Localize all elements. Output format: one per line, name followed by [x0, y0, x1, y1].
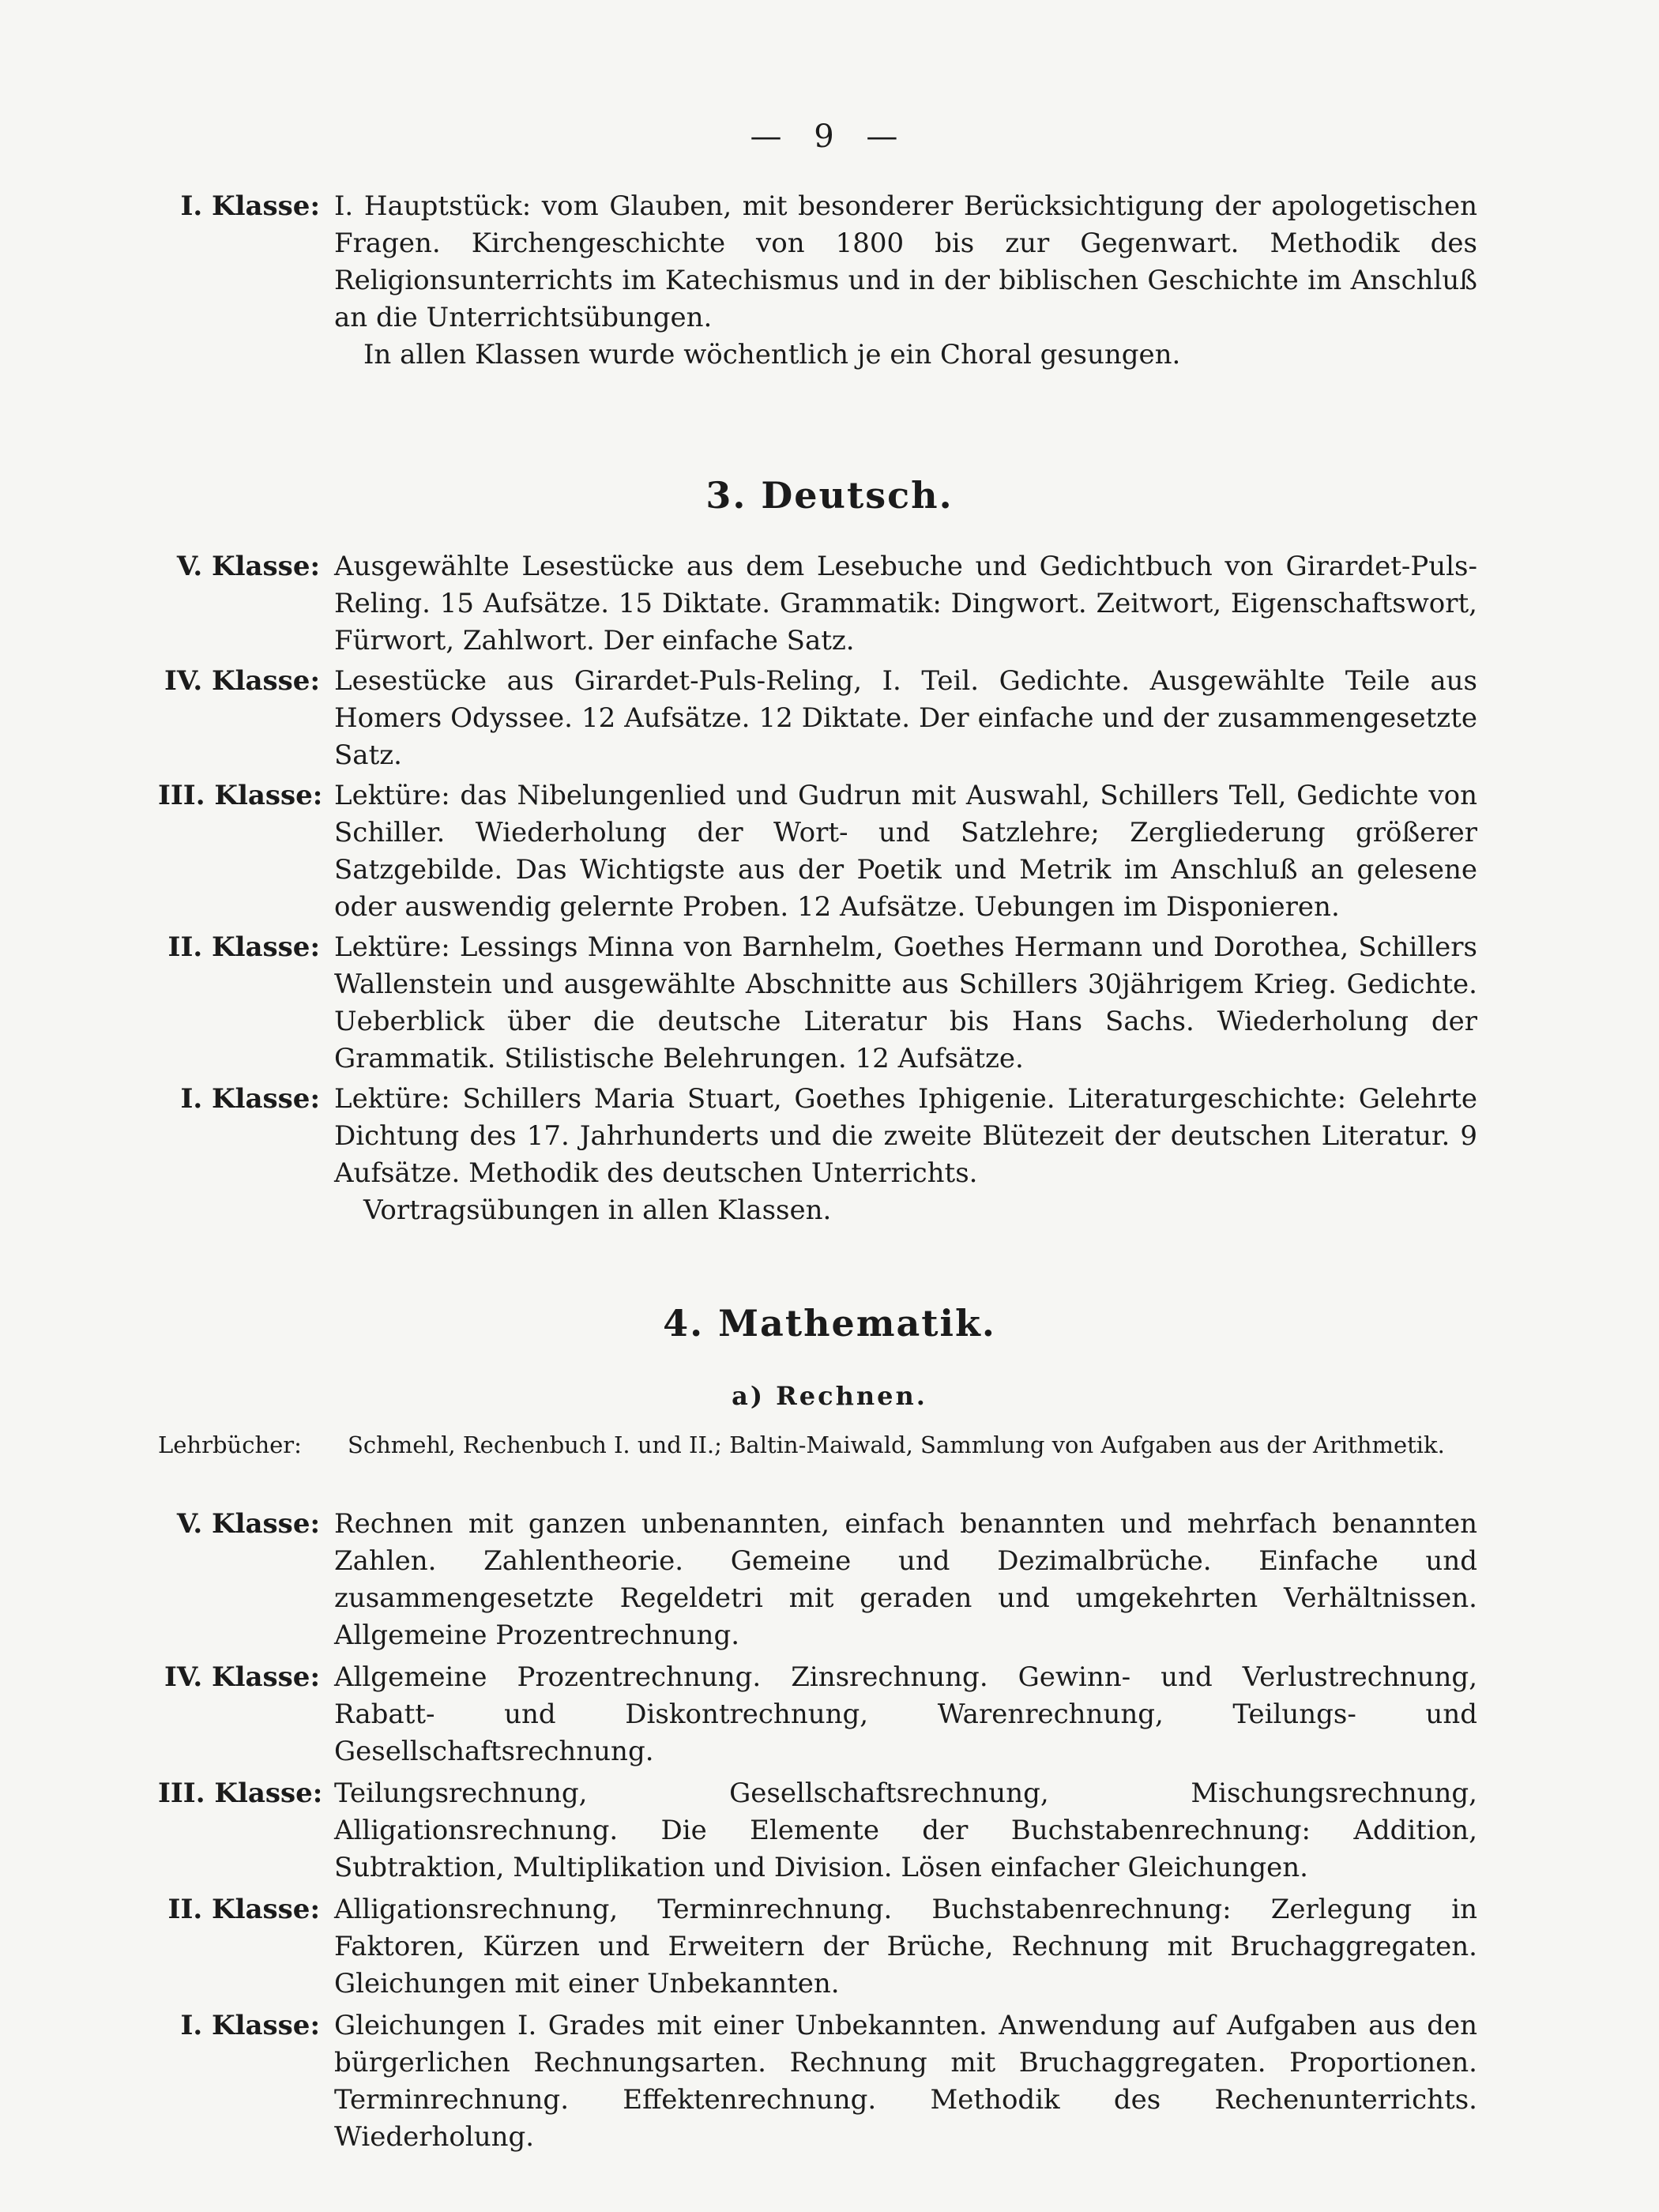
- textbooks-label: Lehrbücher:: [158, 1431, 302, 1458]
- class-curriculum: Lesestücke aus Girardet-Puls-Reling, I. Teil. Gedichte. Ausgewählte Teile aus Homers Odyssee. 12 Aufsätze. 12 Diktate. Der einfache und der zusammengesetzte Satz.: [334, 665, 1477, 771]
- religion-entry-klasse-1: [158, 188, 1477, 337]
- class-label: I. Klasse:: [180, 190, 320, 222]
- class-label: I. Klasse:: [180, 2010, 320, 2041]
- class-curriculum: I. Hauptstück: vom Glauben, mit besonderer Berücksichtigung der apologetischen Fragen. Kirchengeschichte von 1800 bis zur Gegenwart. Methodik des Religionsunterrichts im Katechismus und in der biblischen Geschichte im Anschluß an die Unterrichtsübungen.: [334, 190, 1477, 333]
- deutsch-entry-klasse-3: [158, 777, 1477, 926]
- class-label: V. Klasse:: [176, 1508, 320, 1540]
- class-curriculum: Ausgewählte Lesestücke aus dem Lesebuche und Gedichtbuch von Girardet-Puls-Reling. 15 Aufsätze. 15 Diktate. Grammatik: Dingwort. Zeitwort, Eigenschaftswort, Fürwort, Zahlwort. Der einfache Satz.: [334, 551, 1477, 656]
- section-heading-deutsch: 3. Deutsch.: [705, 474, 954, 517]
- deutsch-note: Vortragsübungen in allen Klassen.: [363, 1194, 832, 1226]
- mathe-entry-klasse-1: [158, 2007, 1477, 2156]
- class-label: V. Klasse:: [176, 551, 320, 582]
- class-curriculum: Lektüre: Lessings Minna von Barnhelm, Goethes Hermann und Dorothea, Schillers Wallenstein und ausgewählte Abschnitte aus Schillers 30jährigem Krieg. Gedichte. Ueberblick über die deutsche Literatur bis Hans Sachs. Wiederholung der Grammatik. Stilistische Belehrungen. 12 Aufsätze.: [334, 931, 1477, 1074]
- class-curriculum: Teilungsrechnung, Gesellschaftsrechnung, Mischungsrechnung, Alligationsrechnung. Die Elemente der Buchstabenrechnung: Addition, Subtraktion, Multiplikation und Division. Lösen einfacher Gleichungen.: [334, 1778, 1477, 1883]
- mathe-entry-klasse-2: [158, 1891, 1477, 2003]
- class-label: III. Klasse:: [158, 1778, 323, 1809]
- religion-note: In allen Klassen wurde wöchentlich je ein Choral gesungen.: [363, 339, 1181, 371]
- class-label: III. Klasse:: [158, 780, 323, 811]
- class-label: II. Klasse:: [167, 931, 320, 963]
- subheading-rechnen: a) Rechnen.: [732, 1381, 927, 1411]
- religion-section: [158, 188, 1477, 374]
- deutsch-entry-klasse-4: [158, 663, 1477, 774]
- class-curriculum: Lektüre: das Nibelungenlied und Gudrun mit Auswahl, Schillers Tell, Gedichte von Schiller. Wiederholung der Wort- und Satzlehre; Zergliederung größerer Satzgebilde. Das Wichtigste aus der Poetik und Metrik im Anschluß an gelesene oder auswendig gelernte Proben. 12 Aufsätze. Uebungen im Disponieren.: [334, 780, 1477, 923]
- mathematik-section: [158, 1506, 1477, 2156]
- deutsch-entry-klasse-2: [158, 929, 1477, 1078]
- section-heading-mathematik: 4. Mathematik.: [663, 1302, 996, 1345]
- class-label: IV. Klasse:: [164, 1661, 320, 1693]
- deutsch-entry-klasse-1: [158, 1081, 1477, 1192]
- class-curriculum: Lektüre: Schillers Maria Stuart, Goethes Iphigenie. Literaturgeschichte: Gelehrte Dichtung des 17. Jahrhunderts und die zweite Blütezeit der deutschen Literatur. 9 Aufsätze. Methodik des deutschen Unterrichts.: [334, 1083, 1477, 1189]
- class-label: II. Klasse:: [167, 1894, 320, 1925]
- class-curriculum: Allgemeine Prozentrechnung. Zinsrechnung. Gewinn- und Verlustrechnung, Rabatt- und Diskontrechnung, Warenrechnung, Teilungs- und Gesellschaftsrechnung.: [334, 1661, 1477, 1767]
- mathe-entry-klasse-4: [158, 1659, 1477, 1770]
- class-curriculum: Alligationsrechnung, Terminrechnung. Buchstabenrechnung: Zerlegung in Faktoren, Kürzen und Erweitern der Brüche, Rechnung mit Bruchaggregaten. Gleichungen mit einer Unbekannten.: [334, 1894, 1477, 1999]
- textbooks-list: Schmehl, Rechenbuch I. und II.; Baltin-Maiwald, Sammlung von Aufgaben aus der Arithmetik.: [348, 1431, 1445, 1458]
- mathe-entry-klasse-3: [158, 1775, 1477, 1887]
- page-number: — 9 —: [750, 118, 909, 155]
- textbooks: [158, 1430, 1477, 1460]
- mathe-entry-klasse-5: [158, 1506, 1477, 1654]
- class-label: I. Klasse:: [180, 1083, 320, 1115]
- deutsch-entry-klasse-5: [158, 548, 1477, 660]
- class-curriculum: Rechnen mit ganzen unbenannten, einfach benannten und mehrfach benannten Zahlen. Zahlentheorie. Gemeine und Dezimalbrüche. Einfache und zusammengesetzte Regeldetri mit geraden und umgekehrten Verhältnissen. Allgemeine Prozentrechnung.: [334, 1508, 1477, 1651]
- deutsch-section: [158, 548, 1477, 1229]
- class-label: IV. Klasse:: [164, 665, 320, 697]
- class-curriculum: Gleichungen I. Grades mit einer Unbekannten. Anwendung auf Aufgaben aus den bürgerlichen Rechnungsarten. Rechnung mit Bruchaggregaten. Proportionen. Terminrechnung. Effektenrechnung. Methodik des Rechenunterrichts. Wiederholung.: [334, 2010, 1477, 2153]
